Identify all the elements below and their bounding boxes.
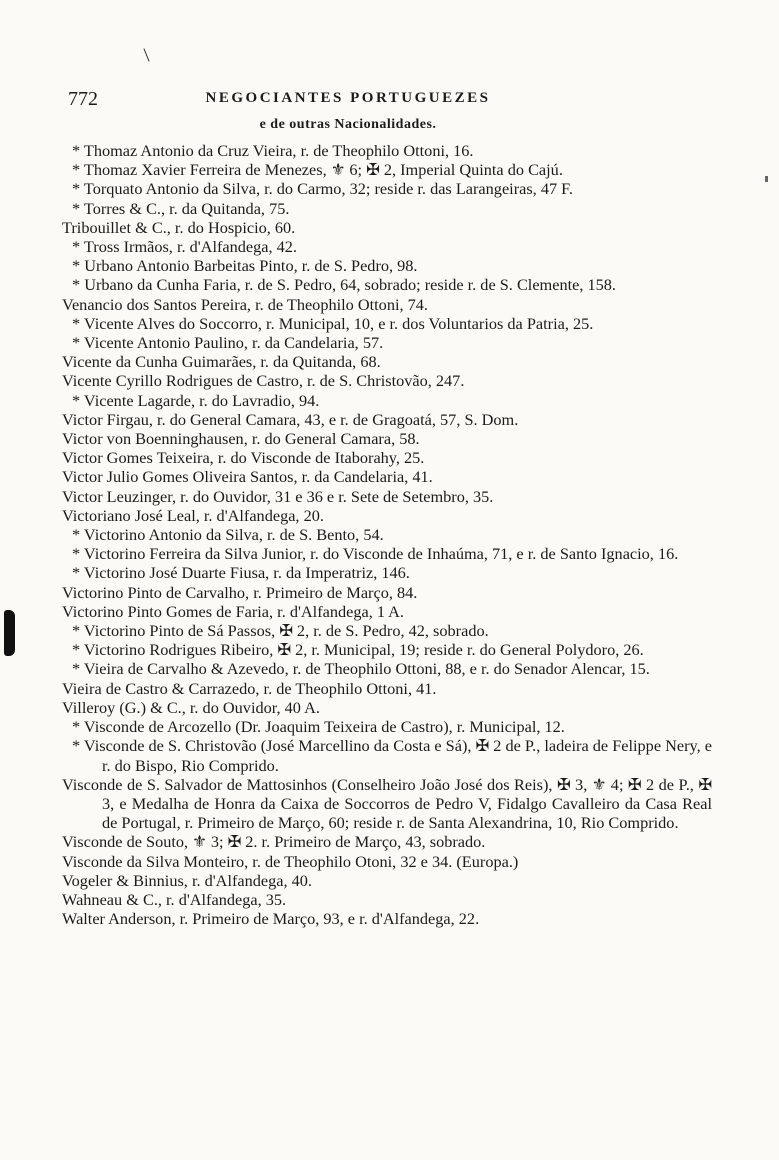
directory-entry: Victor Leuzinger, r. do Ouvidor, 31 e 36 e r. Sete de Setembro, 35.: [62, 486, 494, 506]
directory-entry: Victoriano José Leal, r. d'Alfandega, 20.: [62, 505, 324, 525]
binding-mark: [4, 610, 15, 656]
directory-entry: Visconde de S. Salvador de Mattosinhos (Conselheiro João José dos Reis), ✠ 3, ⚜ 4; ✠ 2 de P., ✠ 3, e Medalha de Honra da Caixa de Soccorros de Pedro V, Fidalgo Cavalleiro da Casa Real de Portugal, r. Primeiro de Março, 60; reside r. de Santa Alexandrina, 10, Rio Comprido.: [62, 774, 712, 833]
directory-entry: * Visconde de S. Christovão (José Marcellino da Costa e Sá), ✠ 2 de P., ladeira de Felippe Nery, e r. do Bispo, Rio Comprido.: [72, 736, 712, 775]
directory-entry: Victor Julio Gomes Oliveira Santos, r. da Candelaria, 41.: [62, 467, 433, 487]
directory-entry: * Victorino Rodrigues Ribeiro, ✠ 2, r. Municipal, 19; reside r. do General Polydoro, 26.: [72, 640, 644, 660]
directory-entry: Visconde da Silva Monteiro, r. de Theophilo Otoni, 32 e 34. (Europa.): [62, 851, 519, 871]
directory-entry: Wahneau & C., r. d'Alfandega, 35.: [62, 889, 287, 909]
directory-entry: Walter Anderson, r. Primeiro de Março, 93, e r. d'Alfandega, 22.: [62, 909, 480, 929]
directory-entry: Vicente Cyrillo Rodrigues de Castro, r. de S. Christovão, 247.: [62, 371, 465, 391]
directory-entry: Villeroy (G.) & C., r. do Ouvidor, 40 A.: [62, 697, 320, 717]
directory-entry: Victor Firgau, r. do General Camara, 43, e r. de Gragoatá, 57, S. Dom.: [62, 409, 519, 429]
directory-entry: * Vicente Lagarde, r. do Lavradio, 94.: [72, 390, 320, 410]
directory-entry: Venancio dos Santos Pereira, r. de Theophilo Ottoni, 74.: [62, 294, 428, 314]
running-title: NEGOCIANTES PORTUGUEZES: [205, 90, 491, 106]
directory-entry: * Urbano da Cunha Faria, r. de S. Pedro, 64, sobrado; reside r. de S. Clemente, 158.: [72, 275, 616, 295]
directory-entry: * Thomaz Antonio da Cruz Vieira, r. de Theophilo Ottoni, 16.: [72, 141, 474, 160]
directory-entry: * Victorino Ferreira da Silva Junior, r. do Visconde de Inhaúma, 71, e r. de Santo Ignacio, 16.: [72, 544, 679, 564]
directory-list: [62, 141, 712, 928]
directory-entry: * Vicente Antonio Paulino, r. da Candelaria, 57.: [72, 333, 384, 353]
directory-entry: * Thomaz Xavier Ferreira de Menezes, ⚜ 6; ✠ 2, Imperial Quinta do Cajú.: [72, 160, 563, 180]
directory-entry: Victor Gomes Teixeira, r. do Visconde de Itaborahy, 25.: [62, 448, 425, 468]
directory-entry: Victor von Boenninghausen, r. do General Camara, 58.: [62, 429, 420, 449]
directory-entry: Victorino Pinto de Carvalho, r. Primeiro de Março, 84.: [62, 582, 418, 602]
directory-entry: Vicente da Cunha Guimarães, r. da Quitanda, 68.: [62, 352, 381, 372]
ink-mark: [765, 176, 768, 182]
directory-entry: Vieira de Castro & Carrazedo, r. de Theophilo Ottoni, 41.: [62, 678, 437, 698]
directory-entry: * Vieira de Carvalho & Azevedo, r. de Theophilo Ottoni, 88, e r. do Senador Alencar, 15.: [72, 659, 650, 679]
directory-entry: * Tross Irmãos, r. d'Alfandega, 42.: [72, 237, 297, 257]
ink-mark: [143, 48, 149, 61]
page-header: [68, 88, 628, 114]
directory-entry: * Torquato Antonio da Silva, r. do Carmo, 32; reside r. das Larangeiras, 47 F.: [72, 179, 573, 199]
directory-entry: * Victorino José Duarte Fiusa, r. da Imperatriz, 146.: [72, 563, 410, 583]
page-number: 772: [68, 88, 98, 110]
directory-entry: Victorino Pinto Gomes de Faria, r. d'Alfandega, 1 A.: [62, 601, 404, 621]
directory-entry: * Torres & C., r. da Quitanda, 75.: [72, 198, 290, 218]
directory-entry: * Visconde de Arcozello (Dr. Joaquim Teixeira de Castro), r. Municipal, 12.: [72, 717, 565, 737]
directory-entry: * Victorino Antonio da Silva, r. de S. Bento, 54.: [72, 525, 384, 545]
directory-entry: Visconde de Souto, ⚜ 3; ✠ 2. r. Primeiro de Março, 43, sobrado.: [62, 832, 486, 852]
directory-entry: Tribouillet & C., r. do Hospicio, 60.: [62, 217, 296, 237]
directory-entry: * Victorino Pinto de Sá Passos, ✠ 2, r. de S. Pedro, 42, sobrado.: [72, 621, 489, 641]
directory-entry: * Urbano Antonio Barbeitas Pinto, r. de S. Pedro, 98.: [72, 256, 418, 276]
directory-entry: * Vicente Alves do Soccorro, r. Municipal, 10, e r. dos Voluntarios da Patria, 25.: [72, 313, 594, 333]
directory-entry: Vogeler & Binnius, r. d'Alfandega, 40.: [62, 870, 312, 890]
section-subtitle: e de outras Nacionalidades.: [259, 117, 437, 132]
